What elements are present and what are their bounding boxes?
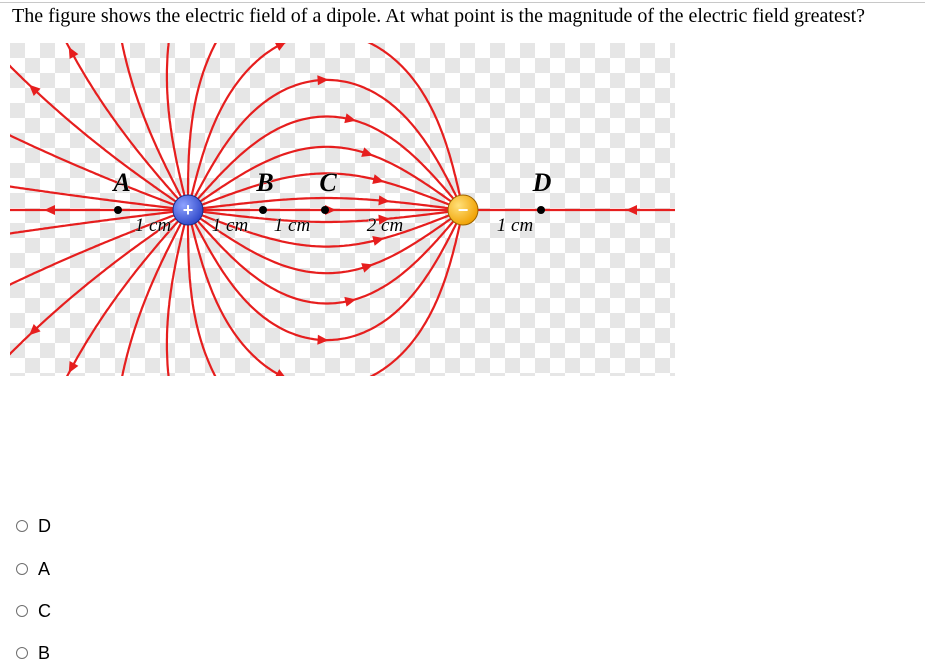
option-label: B — [38, 642, 51, 663]
positive-symbol: + — [182, 200, 194, 220]
distance-label: 1 cm — [273, 215, 311, 236]
dipole-field-svg — [10, 43, 675, 376]
option-label: D — [38, 515, 51, 536]
point-dot — [537, 206, 545, 214]
option-b[interactable] — [16, 641, 50, 665]
distance-label: 1 cm — [496, 215, 534, 236]
option-d[interactable] — [16, 514, 51, 538]
radio-button[interactable] — [16, 647, 28, 659]
negative-symbol: − — [457, 200, 469, 220]
question-text: The figure shows the electric field of a dipole. At what point is the magnitude of the electric field greatest? — [12, 5, 866, 27]
point-label-a: A — [113, 168, 131, 197]
point-label-c: C — [319, 168, 337, 197]
point-dot — [259, 206, 267, 214]
radio-button[interactable] — [16, 605, 28, 617]
option-c[interactable] — [16, 599, 51, 623]
distance-label: 2 cm — [366, 215, 404, 236]
option-a[interactable] — [16, 557, 50, 581]
radio-button[interactable] — [16, 520, 28, 532]
distance-label: 1 cm — [134, 215, 172, 236]
radio-button[interactable] — [16, 563, 28, 575]
distance-label: 1 cm — [211, 215, 249, 236]
option-label: A — [38, 558, 51, 579]
point-label-b: B — [256, 168, 274, 197]
dipole-figure — [10, 43, 675, 376]
point-dot — [321, 206, 329, 214]
point-dot — [114, 206, 122, 214]
option-label: C — [38, 600, 51, 621]
point-label-d: D — [532, 168, 552, 197]
